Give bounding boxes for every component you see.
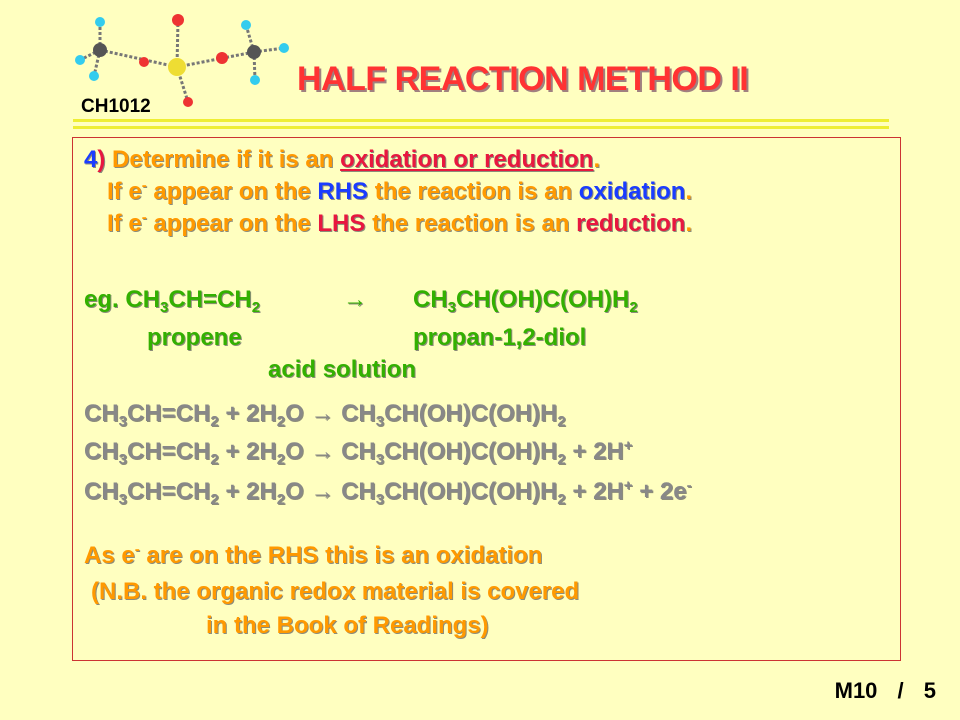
rule-rhs: If e- appear on the RHS the reaction is an oxidation.	[107, 177, 693, 205]
conclusion-line-2: (N.B. the organic redox material is covered	[91, 578, 580, 605]
example-arrow: →	[343, 286, 367, 313]
conclusion-line-3: in the Book of Readings)	[206, 612, 489, 639]
rule-rhs-result: oxidation	[578, 178, 686, 205]
conclusion-line-1: As e- are on the RHS this is an oxidation	[84, 541, 543, 569]
slide-reference: M10 / 5	[834, 678, 936, 703]
course-code: CH1012	[81, 96, 151, 117]
rule-lhs: If e- appear on the LHS the reaction is an reduction.	[107, 209, 693, 237]
example-product-formula: $CH_3CH(OH)C(OH)H_2$	[413, 286, 638, 316]
step-number: 4	[84, 146, 98, 173]
equation-step-2: $CH_3CH=CH_2 + 2H_2O \to CH_3CH(OH)C(OH)H_2 + 2H^+$	[84, 437, 633, 468]
title-rule-top	[73, 119, 889, 122]
reactant-name: propene	[147, 324, 242, 351]
step-text: Determine if it is an	[112, 146, 334, 173]
rule-rhs-side: RHS	[317, 178, 369, 205]
slide-title: HALF REACTION METHOD II	[297, 60, 749, 98]
reaction-condition: acid solution	[268, 356, 417, 383]
equation-step-3: $CH_3CH=CH_2 + 2H_2O \to CH_3CH(OH)C(OH)H_2 + 2H^+ + 2e^-$	[84, 477, 692, 508]
example-reactant-formula: $CH_3CH=CH_2$	[125, 286, 261, 316]
title-rule-bottom	[73, 126, 889, 129]
content-box	[72, 137, 901, 661]
rule-lhs-side: LHS	[317, 210, 366, 237]
equation-step-1: $CH_3CH=CH_2 + 2H_2O \to CH_3CH(OH)C(OH)H_2$	[84, 400, 566, 430]
rule-lhs-result: reduction	[576, 210, 686, 237]
step-emphasis: oxidation or reduction	[340, 146, 594, 173]
product-name: propan-1,2-diol	[413, 324, 587, 351]
step-heading: 4) Determine if it is an oxidation or reduction.	[84, 146, 601, 173]
example-reaction: eg. $CH_3CH=CH_2$	[84, 286, 261, 316]
